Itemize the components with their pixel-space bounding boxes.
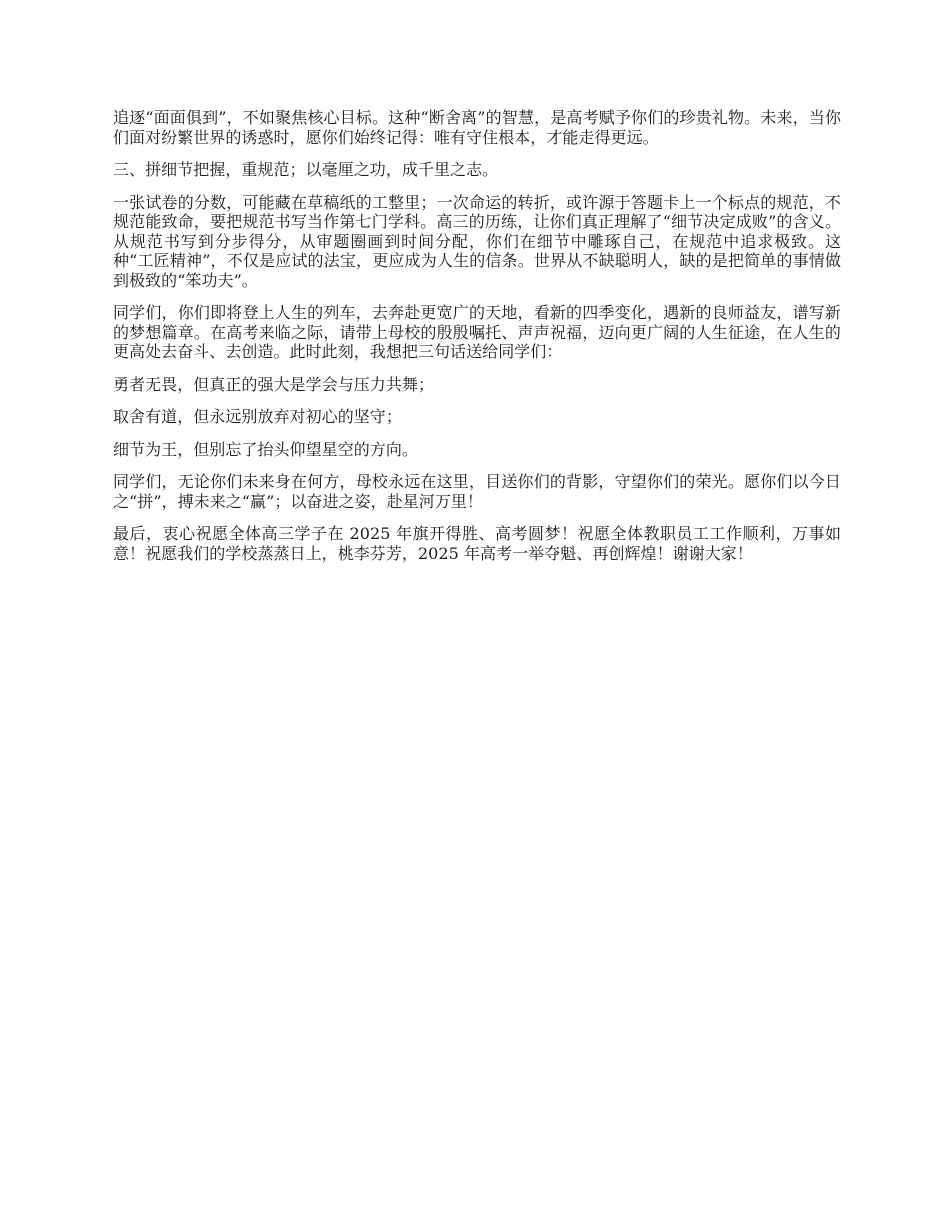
motto-line-details: 细节为王，但别忘了抬头仰望星空的方向。 [113, 439, 418, 459]
section-heading-details: 三、拼细节把握，重规范；以毫厘之功，成千里之志。 [113, 160, 499, 179]
paragraph-closing: 最后，衷心祝愿全体高三学子在 2025 年旗开得胜、高考圆梦！祝愿全体教职员工工作顺利，万事如意！祝愿我们的学校蒸蒸日上，桃李芬芳，2025 年高考一举夺魁、再创辉煌！谢谢大家！ [113, 524, 841, 563]
paragraph-details-standards: 一张试卷的分数，可能藏在草稿纸的工整里；一次命运的转折，或许源于答题卡上一个标点的规范，不规范能致命，要把规范书写当作第七门学科。高三的历练，让你们真正理解了“细节决定成败”的含义。从规范书写到分步得分，从审题圈画到时间分配，你们在细节中雕琢自己，在规范中追求极致。这种“工匠精神”，不仅是应试的法宝，更应成为人生的信条。世界从不缺聪明人，缺的是把简单的事情做到极致的“笨功夫”。 [113, 192, 841, 290]
paragraph-farewell: 同学们，你们即将登上人生的列车，去奔赴更宽广的天地，看新的四季变化，遇新的良师益友，谱写新的梦想篇章。在高考来临之际，请带上母校的殷殷嘱托、声声祝福，迈向更广阔的人生征途，在人生的更高处去奋斗、去创造。此时此刻，我想把三句话送给同学们： [113, 303, 841, 361]
motto-line-courage: 勇者无畏，但真正的强大是学会与压力共舞； [113, 374, 435, 394]
paragraph-blessing: 同学们，无论你们未来身在何方，母校永远在这里，目送你们的背影，守望你们的荣光。愿你们以今日之“拼”，搏未来之“赢”；以奋进之姿，赴星河万里！ [113, 472, 841, 511]
motto-line-choice: 取舍有道，但永远别放弃对初心的坚守； [113, 407, 402, 426]
document-body [113, 108, 841, 576]
paragraph-focus-goals: 追逐“面面俱到”，不如聚焦核心目标。这种“断舍离”的智慧，是高考赋予你们的珍贵礼物。未来，当你们面对纷繁世界的诱惑时，愿你们始终记得：唯有守住根本，才能走得更远。 [113, 108, 841, 147]
